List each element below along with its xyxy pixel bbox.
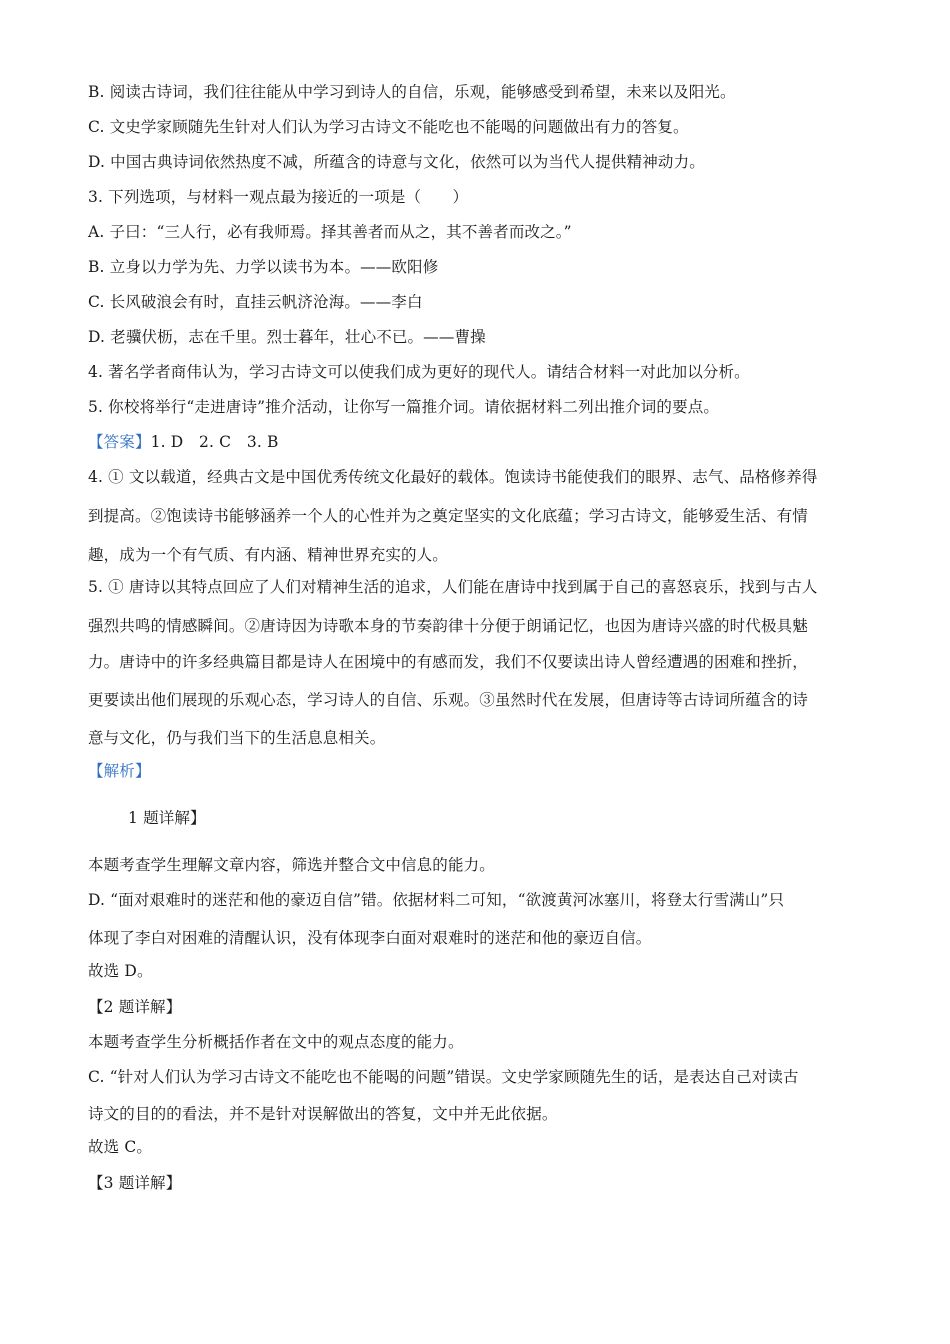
option-c-q2: C. 文史学家顾随先生针对人们认为学习古诗文不能吃也不能喝的问题做出有力的答复。 xyxy=(88,118,689,136)
answer-5-line-5: 意与文化，仍与我们当下的生活息息相关。 xyxy=(88,729,386,747)
answer-5-line-3: 力。唐诗中的许多经典篇目都是诗人在困境中的有感而发，我们不仅要读出诗人曾经遭遇的困难和挫折， xyxy=(88,653,808,671)
option-b-q3: B. 立身以力学为先、力学以读书为本。——欧阳修 xyxy=(88,258,439,276)
detail-1-intro: 本题考查学生理解文章内容，筛选并整合文中信息的能力。 xyxy=(88,856,495,874)
answer-line xyxy=(88,432,868,452)
detail-2-intro: 本题考查学生分析概括作者在文中的观点态度的能力。 xyxy=(88,1033,464,1051)
answer-heading: 【答案】 xyxy=(88,433,151,451)
detail-1-heading: 1 题详解】 xyxy=(128,809,206,827)
answer-5-line-1: 5. ① 唐诗以其特点回应了人们对精神生活的追求，人们能在唐诗中找到属于自己的喜怒哀乐，找到与古人 xyxy=(88,578,818,596)
answer-values: 1. D 2. C 3. B xyxy=(150,433,279,451)
question-5: 5. 你校将举行“走进唐诗”推介活动，让你写一篇推介词。请依据材料二列出推介词的要点。 xyxy=(88,398,720,416)
detail-2-line-1: C. “针对人们认为学习古诗文不能吃也不能喝的问题”错误。文史学家顾随先生的话，是表达自己对读古 xyxy=(88,1068,799,1086)
detail-2-choice: 故选 C。 xyxy=(88,1138,153,1156)
option-b-q2: B. 阅读古诗词，我们往往能从中学习到诗人的自信，乐观，能够感受到希望，未来以及阳光。 xyxy=(88,83,736,101)
answer-4-line-2: 到提高。②饱读诗书能够涵养一个人的心性并为之奠定坚实的文化底蕴；学习古诗文，能够爱生活、有情 xyxy=(88,507,808,525)
answer-5-line-4: 更要读出他们展现的乐观心态，学习诗人的自信、乐观。③虽然时代在发展，但唐诗等古诗词所蕴含的诗 xyxy=(88,691,808,709)
detail-1-line-1: D. “面对艰难时的迷茫和他的豪迈自信”错。依据材料二可知，“欲渡黄河冰塞川，将登太行雪满山”只 xyxy=(88,891,785,909)
question-3: 3. 下列选项，与材料一观点最为接近的一项是（ ） xyxy=(88,188,469,206)
answer-4-line-1: 4. ① 文以载道，经典古文是中国优秀传统文化最好的载体。饱读诗书能使我们的眼界、志气、品格修养得 xyxy=(88,468,818,486)
detail-2-heading: 【2 题详解】 xyxy=(88,998,182,1016)
answer-4-line-3: 趣，成为一个有气质、有内涵、精神世界充实的人。 xyxy=(88,546,448,564)
option-d-q2: D. 中国古典诗词依然热度不减，所蕴含的诗意与文化，依然可以为当代人提供精神动力。 xyxy=(88,153,705,171)
detail-1-choice: 故选 D。 xyxy=(88,962,153,980)
option-a-q3: A. 子曰：“三人行，必有我师焉。择其善者而从之，其不善者而改之。” xyxy=(88,223,572,241)
detail-1-line-2: 体现了李白对困难的清醒认识，没有体现李白面对艰难时的迷茫和他的豪迈自信。 xyxy=(88,929,652,947)
option-c-q3: C. 长风破浪会有时，直挂云帆济沧海。——李白 xyxy=(88,293,423,311)
answer-5-line-2: 强烈共鸣的情感瞬间。②唐诗因为诗歌本身的节奏韵律十分便于朗诵记忆，也因为唐诗兴盛的时代极具魅 xyxy=(88,617,808,635)
option-d-q3: D. 老骥伏枥，志在千里。烈士暮年，壮心不已。——曹操 xyxy=(88,328,486,346)
detail-3-heading: 【3 题详解】 xyxy=(88,1174,182,1192)
analysis-heading: 【解析】 xyxy=(88,762,151,780)
question-4: 4. 著名学者商伟认为，学习古诗文可以使我们成为更好的现代人。请结合材料一对此加以分析。 xyxy=(88,363,750,381)
detail-2-line-2: 诗文的目的的看法，并不是针对误解做出的答复，文中并无此依据。 xyxy=(88,1105,558,1123)
